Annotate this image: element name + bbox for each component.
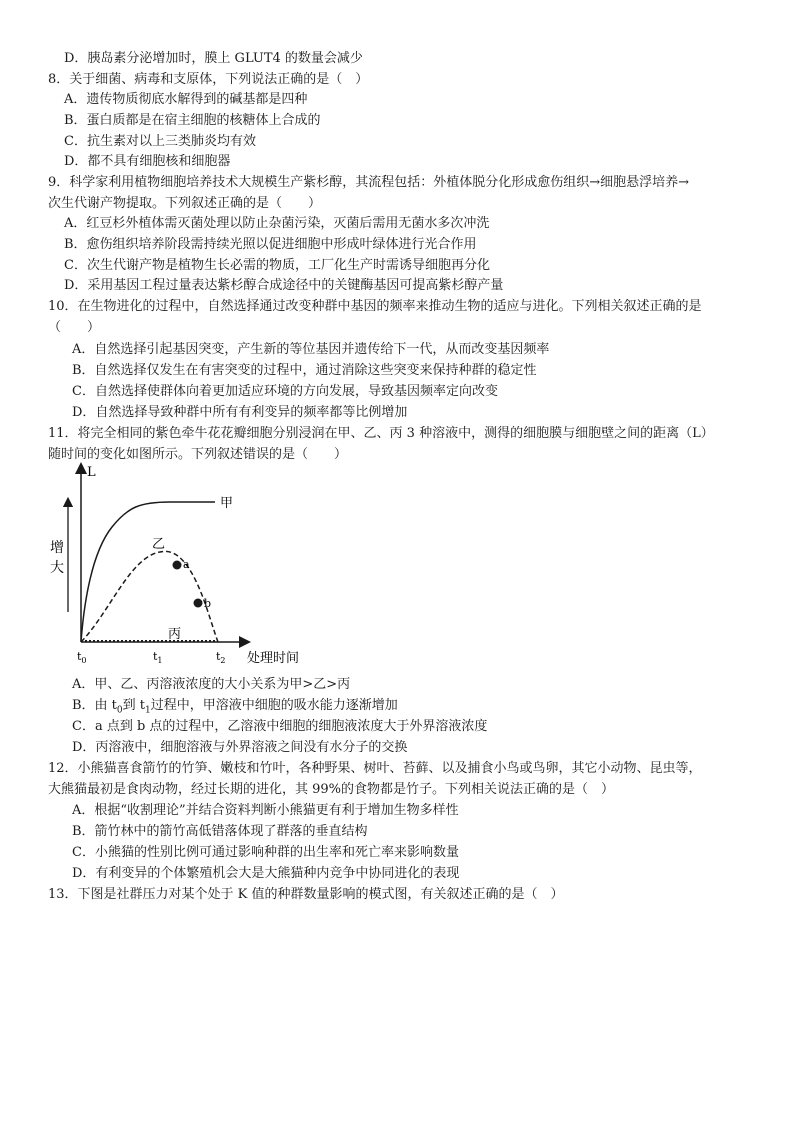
q9-stem-line1: 9．科学家利用植物细胞培养技术大规模生产紫杉醇，其流程包括：外植体脱分化形成愈伤组织→细胞悬浮培养→ <box>48 175 690 190</box>
point-a <box>173 561 182 570</box>
q12-stem-line1: 12．小熊猫喜食箭竹的竹笋、嫩枝和竹叶，各种野果、树叶、苔藓、以及捕食小鸟或鸟卵，其它小动物、昆虫等， <box>48 761 702 776</box>
curve-yi <box>81 551 218 642</box>
q9-option-b: B．愈伤组织培养阶段需持续光照以促进细胞中形成叶绿体进行光合作用 <box>64 237 477 252</box>
label-yi: 乙 <box>152 537 166 552</box>
q8-option-c: C．抗生素对以上三类肺炎均有效 <box>64 134 256 149</box>
q11-stem-line1: 11．将完全相同的紫色牵牛花花瓣细胞分别浸润在甲、乙、丙 3 种溶液中，测得的细胞膜与细胞壁之间的距离（L） <box>48 426 714 441</box>
q10-stem-line1: 10．在生物进化的过程中，自然选择通过改变种群中基因的频率来推动生物的适应与进化。下列相关叙述正确的是 <box>48 299 702 314</box>
q9-stem-line2: 次生代谢产物提取。下列叙述正确的是（ ） <box>48 196 322 211</box>
x-axis-label: 处理时间 <box>247 651 300 666</box>
q9-option-c: C．次生代谢产物是植物生长必需的物质，工厂化生产时需诱导细胞再分化 <box>64 258 490 273</box>
q12-option-a: A．根据“收割理论”并结合资料判断小熊猫更有利于增加生物多样性 <box>72 803 459 818</box>
tick-t2: $t_2$ <box>216 650 226 665</box>
tick-t1: $t_1$ <box>153 650 163 665</box>
q8-stem: 8．关于细菌、病毒和支原体，下列说法正确的是（ ） <box>48 72 369 87</box>
q12-option-b: B．箭竹林中的箭竹高低错落体现了群落的垂直结构 <box>72 824 368 839</box>
q8-option-d: D．都不具有细胞核和细胞器 <box>64 154 231 169</box>
label-a: a <box>183 558 190 571</box>
q10-stem-line2: （ ） <box>48 320 101 335</box>
q10-option-c: C．自然选择使群体向着更加适应环境的方向发展，导致基因频率定向改变 <box>72 384 498 399</box>
q11-option-b: B．由 $t_0$到 $t_1$过程中，甲溶液中细胞的吸水能力逐渐增加 <box>72 698 398 716</box>
q9-option-a: A．红豆杉外植体需灭菌处理以防止杂菌污染，灭菌后需用无菌水多次冲洗 <box>64 216 490 231</box>
curve-jia <box>81 502 215 642</box>
label-jia: 甲 <box>220 496 234 511</box>
y-side-label-2: 大 <box>50 560 64 576</box>
label-b: b <box>204 597 212 610</box>
q10-option-b: B．自然选择仅发生在有害突变的过程中，通过消除这些突变来保持种群的稳定性 <box>72 363 537 378</box>
point-b <box>194 599 203 608</box>
q7-option-d: D．胰岛素分泌增加时，膜上 GLUT4 的数量会减少 <box>64 51 363 66</box>
q10-option-d: D．自然选择导致种群中所有有利变异的频率都等比例增加 <box>72 405 408 420</box>
q13-stem: 13．下图是社群压力对某个处于 K 值的种群数量影响的模式图，有关叙述正确的是（ ） <box>48 887 564 902</box>
q11-stem-line2: 随时间的变化如图所示。下列叙述错误的是（ ） <box>48 447 348 462</box>
q12-option-d: D．有利变异的个体繁殖机会大是大熊猫种内竞争中协同进化的表现 <box>72 866 460 881</box>
q10-option-a: A．自然选择引起基因突变，产生新的等位基因并遗传给下一代，从而改变基因频率 <box>72 342 550 357</box>
y-axis-label: L <box>87 465 96 480</box>
q11-option-d: D．丙溶液中，细胞溶液与外界溶液之间没有水分子的交换 <box>72 740 408 755</box>
q8-option-a: A．遗传物质彻底水解得到的碱基都是四种 <box>64 92 308 107</box>
q11-graph <box>40 462 320 672</box>
q9-option-d: D．采用基因工程过量表达紫杉醇合成途径中的关键酶基因可提高紫杉醇产量 <box>64 278 504 293</box>
q8-option-b: B．蛋白质都是在宿主细胞的核糖体上合成的 <box>64 113 321 128</box>
label-bing: 丙 <box>168 627 182 642</box>
q12-option-c: C．小熊猫的性别比例可通过影响种群的出生率和死亡率来影响数量 <box>72 845 459 860</box>
tick-t0: $t_0$ <box>77 650 87 665</box>
q12-stem-line2: 大熊猫最初是食肉动物，经过长期的进化，其 99%的食物都是竹子。下列相关说法正确的是（ ） <box>48 782 615 797</box>
q11-option-c: C．a 点到 b 点的过程中，乙溶液中细胞的细胞液浓度大于外界溶液浓度 <box>72 719 488 734</box>
q11-option-a: A．甲、乙、丙溶液浓度的大小关系为甲>乙>丙 <box>72 677 351 692</box>
y-side-label-1: 增 <box>50 540 64 556</box>
